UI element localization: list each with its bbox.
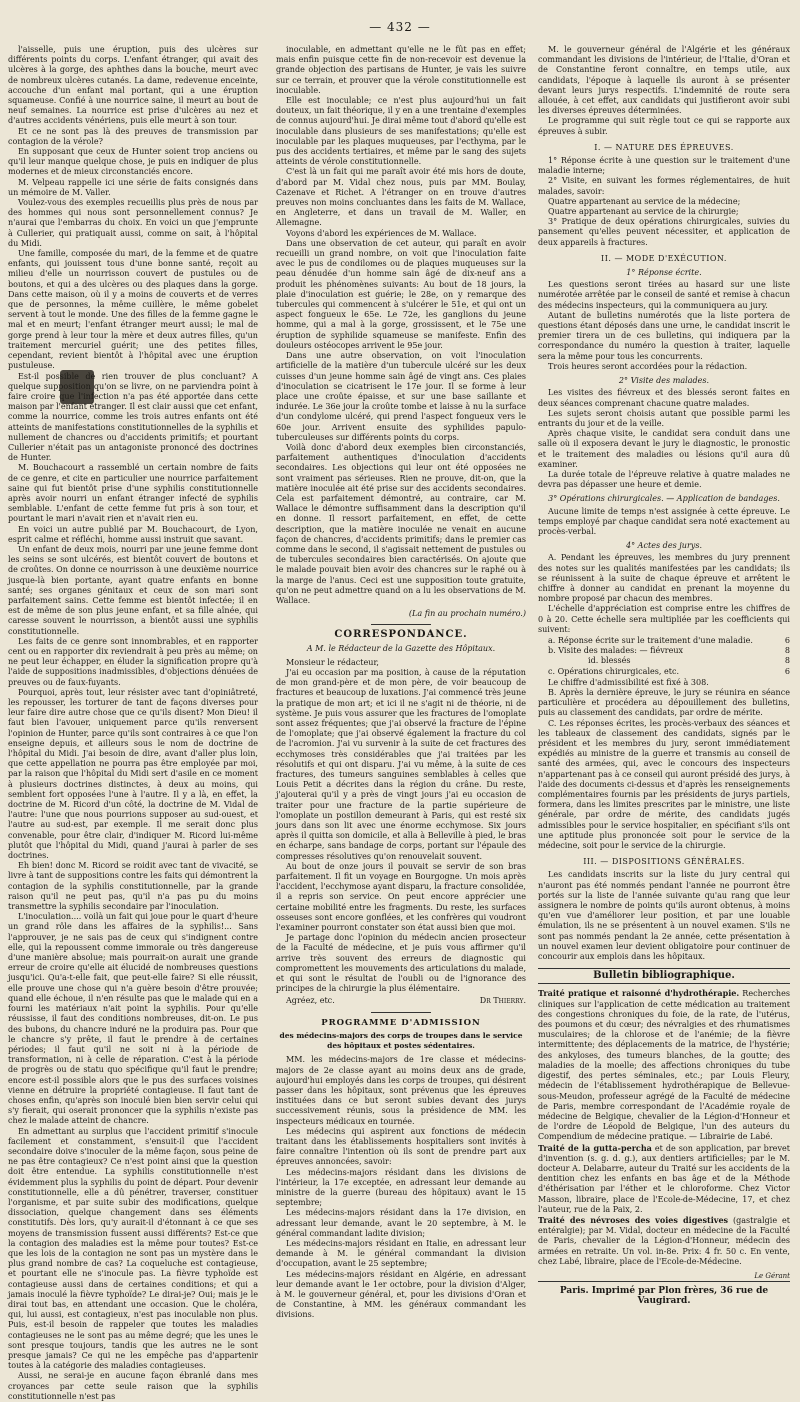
- paragraph: Et ce ne sont pas là des preuves de transmission par contagion de la vérole?: [8, 126, 258, 146]
- subsection-title: 1° Réponse écrite.: [626, 268, 702, 278]
- paragraph: C'est là un fait qui me paraît avoir été mis hors de doute, d'abord par M. Vidal chez nous, puis par MM. Boulay, Cazenave et Richet. A l'étranger on en trouve d'autres preuves non moins concluantes dans les faits de M. Wallace, en Angleterre, et dans un travail de M. Waller, en Allemagne.: [276, 167, 526, 228]
- paragraph: Voyons d'abord les expériences de M. Wallace.: [286, 228, 477, 238]
- programme-heading: PROGRAMME D'ADMISSION: [321, 1017, 481, 1028]
- coefficient-row: [548, 636, 790, 646]
- entry-text: et de son application, par brevet d'invention (s. g. d. g.), aux dentiers artificielles; par le M. docteur A. Delabarre, auteur du Traité sur les accidents de la dentition chez les enfants en bas âge et de la Méthode d'éthérisation par l'éther et le chloroforme. Chez Victor Masson, libraire, place de l'Ecole-de-Médecine, 17, et chez l'auteur, rue de la Paix, 2.: [538, 1143, 790, 1214]
- coefficient-row: [548, 646, 790, 656]
- paragraph: Un enfant de deux mois, nourri par une jeune femme dont les seins se sont ulcérés, est bientôt couvert de boutons et de croûtes. On donne ce nourrisson à une deuxième nourrice jusque-là bien portante, ayant quatre enfants en bonne santé; ses organes génitaux et ceux de son mari sont parfaitement sains. Cette femme est bientôt infectée; il en est de même de son plus jeune enfant, et sa fille aînée, qui caresse souvent le nourrisson, a bientôt aussi une syphilis constitutionnelle.: [8, 544, 258, 636]
- closing: Agréez, etc.: [286, 996, 335, 1006]
- coefficient-label: id. blessés: [588, 656, 631, 666]
- paragraph: Les visites des fiévreux et des blessés seront faites en deux séances comprenant chacune quatre malades.: [538, 388, 790, 408]
- signature: Dr Thierry.: [479, 996, 526, 1006]
- coefficient-row: [548, 656, 790, 666]
- paragraph: MM. les médecins-majors de 1re classe et médecins-majors de 2e classe ayant au moins deux ans de grade, aujourd'hui employés dans les corps de troupes, qui désirent passer dans les hôpitaux, sont prévenus que les épreuves instituées dans ce but seront subies devant des jurys successivement réunis, sous la présidence de MM. les inspecteurs médicaux en tournée.: [276, 1055, 526, 1126]
- paragraph: B. Après la dernière épreuve, le jury se réunira en séance particulière et procédera au dépouillement des bulletins, puis au classement des candidats, par ordre de mérite.: [538, 687, 790, 718]
- section-title-3: III. — DISPOSITIONS GÉNÉRALES.: [583, 857, 745, 867]
- paragraph: Eh bien! donc M. Ricord se roidit avec tant de vivacité, se livre à tant de suppositions contre les faits qui démontrent la contagion de la syphilis constitutionnelle, par la grande raison qu'il ne peut pas, qu'il n'a pas pu du moins transmettre la syphilis secondaire par l'inoculation.: [8, 861, 258, 912]
- subsection-title: 2° Visite des malades.: [618, 376, 710, 386]
- paragraph: Les médecins-majors résidant en Italie, en adressant leur demande à M. le général commandant la division d'occupation, avant le 25 septembre;: [276, 1238, 526, 1269]
- entry-title: Traité des névroses des voies digestives: [538, 1214, 729, 1225]
- paragraph: Après chaque visite, le candidat sera conduit dans une salle où il exposera devant le jury le diagnostic, le pronostic et le traitement des maladies ou lésions qu'il aura dû examiner.: [538, 429, 790, 469]
- paragraph: Pourquoi, après tout, leur résister avec tant d'opiniâtreté, les repousser, les torturer de tant de façons diverses pour leur faire dire autre chose que ce qu'ils disent? Mon Dieu! il faut bien l'avouer, uniquement parce qu'ils renversent l'opinion de Hunter, parce qu'ils sont contraires à ce que l'on enseigne depuis, et ailleurs sous le nom de doctrine de l'hôpital du Midi. J'ai besoin de dire, avant d'aller plus loin, que cette appellation ne pourra pas être employée par moi, par la raison que l'hôpital du Midi sert d'asile en ce moment à plusieurs doctrines distinctes, à deux au moins, qui semblent fort opposées l'une à l'autre. Il y a là, en effet, la doctrine de M. Ricord d'un côté, la doctrine de M. Vidal de l'autre: l'une que nous pourrions supposer au sud-ouest, et l'autre au sud-est, par exemple. Il me serait donc plus convenable, pour être clair, d'indiquer M. Ricord lui-même plutôt que l'hôpital du Midi, quand j'aurai à parler de ses doctrines.: [8, 687, 258, 861]
- paragraph: Voulez-vous des exemples recueillis plus près de nous par des hommes qui nous sont personnellement connus? Je n'aurai que l'embarras du choix. En voici un que j'emprunte à Cullerier, qui pratiquait aussi, comme on sait, à l'hôpital du Midi.: [8, 198, 258, 248]
- paragraph: Autant de bulletins numérotés que la liste portera de questions étant déposés dans une urne, le candidat inscrit le premier tirera un de ces bulletins, qui indiquera par la correspondance du numéro la question à traiter, laquelle sera la même pour tous les concurrents.: [538, 310, 790, 361]
- paragraph: Elle est inoculable; ce n'est plus aujourd'hui un fait douteux, un fait théorique, il y en a une trentaine d'exemples de connus aujourd'hui. Je dirai même tout d'abord qu'elle est inoculable dans plusieurs de ses manifestations; qu'elle est inoculable par les plaques muqueuses, par l'ecthyma, par le pus des accidents tertiaires, et même par le sang des sujets atteints de vérole constitutionnelle.: [276, 96, 526, 167]
- column-2: [276, 45, 526, 1320]
- paragraph: A. Pendant les épreuves, les membres du jury prennent des notes sur les qualités manifestées par les candidats; ils se réunissent à la suite de chaque épreuve et arrêtent le chiffre à donner au candidat en prenant la moyenne du nombre proposé par chacun des membres.: [538, 553, 790, 604]
- paragraph: Le programme qui suit règle tout ce qui se rapporte aux épreuves à subir.: [538, 116, 790, 136]
- bibliography-entry: [538, 988, 790, 1142]
- paragraph: inoculable, en admettant qu'elle ne le fût pas en effet; mais enfin puisque cette fin de non-recevoir est devenue la grande objection des partisans de Hunter, je vais les suivre sur ce terrain, et prouver que la vérole constitutionnelle est inoculable.: [276, 45, 526, 95]
- continuation-note: (La fin au prochain numéro.): [408, 609, 526, 619]
- column-3: [538, 45, 790, 1307]
- paragraph: M. Bouchacourt a rassemblé un certain nombre de faits de ce genre, et cite en particulier une nourrice parfaitement saine qui fut bientôt prise d'une syphilis constitutionnelle après avoir nourri un enfant étranger infecté de syphilis semblable. L'enfant de cette femme fut pris à son tour, et pourtant le mari n'avait rien et n'avait rien eu.: [8, 463, 258, 524]
- paragraph: Dans une autre observation, on voit l'inoculation artificielle de la matière d'un tubercule ulcéré sur les deux cuisses d'un jeune homme sain âgé de vingt ans. Ces plaies d'inoculation se cicatrisent le 17e jour. Il se forme à leur place une croûte épaisse, et sur une base saillante et indurée. Le 36e jour la croûte tombe et laisse à nu la surface d'un condylome ulcéré, qui prend l'aspect fongueux vers le 60e jour. Arrivent ensuite des syphilides papulo-tuberculeuses sur différents points du corps.: [276, 351, 526, 442]
- correspondance-heading: CORRESPONDANCE.: [334, 629, 468, 641]
- section-title-1: I. — NATURE DES ÉPREUVES.: [594, 142, 734, 152]
- paragraph: Le chiffre d'admissibilité est fixé à 308.: [548, 677, 709, 687]
- paragraph: Les faits de ce genre sont innombrables, et en rapporter cent ou en rapporter dix reviendrait à peu près au même; on ne peut leur échapper, en éluder la signification propre qu'à l'aide de suppositions inadmissibles, d'objections dénuées de preuves ou de faux-fuyants.: [8, 636, 258, 687]
- entry-text: (gastralgie et entéralgie); par M. Vidal, docteur en médecine de la Faculté de Paris, chevalier de la Légion-d'Honneur, médecin des armées en retraite. Un vol. in-8e. Prix: 4 fr. 50 c. En vente, chez Labé, libraire, place de l'Ecole-de-Médecine.: [538, 1215, 790, 1266]
- coefficient-value: 6: [784, 635, 790, 645]
- bulletin-heading: Bulletin bibliographique.: [538, 968, 790, 984]
- coefficient-label: b. Visite des malades: — fiévreux: [548, 646, 684, 656]
- paragraph: Je partage donc l'opinion du médecin ancien prosecteur de la Faculté de médecine, et je puis vous affirmer qu'il arrive très souvent des erreurs de diagnostic qui compromettent les mouvements des articulations du malade, et qui sont le résultat de l'oubli ou de l'ignorance des principes de la chirurgie la plus élémentaire.: [276, 933, 526, 994]
- list-item: 2° Visite, en suivant les formes réglementaires, de huit malades, savoir:: [538, 176, 790, 196]
- paragraph: En voici un autre publié par M. Bouchacourt, de Lyon, esprit calme et réfléchi, homme aussi instruit que savant.: [8, 524, 258, 544]
- page-number: — 432 —: [369, 20, 431, 34]
- entry-title: Traité de la gutta-percha: [538, 1142, 652, 1153]
- paragraph: Les questions seront tirées au hasard sur une liste numérotée arrêtée par le conseil de santé et remise à chacun des médecins inspecteurs, qui la communiquera au jury.: [538, 280, 790, 310]
- paragraph: Les médecins-majors résidant en Algérie, en adressant leur demande avant le 1er octobre, pour la division d'Alger, à M. le gouverneur général, et, pour les divisions d'Oran et de Constantine, à MM. les généraux commandant les divisions.: [276, 1269, 526, 1320]
- paragraph: Trois heures seront accordées pour la rédaction.: [548, 361, 748, 371]
- paragraph: Les médecins-majors résidant dans les divisions de l'intérieur, la 17e exceptée, en adressant leur demande au ministre de la guerre (bureau des hôpitaux) avant le 15 septembre;: [276, 1167, 526, 1208]
- imprint-label: Le Gérant: [754, 1271, 790, 1280]
- coefficient-value: 8: [784, 646, 790, 656]
- list-item: Quatre appartenant au service de la médecine;: [548, 196, 741, 206]
- subsection-title: 4° Actes des jurys.: [625, 541, 703, 551]
- paragraph: L'inoculation.... voilà un fait qui joue pour le quart d'heure un grand rôle dans les affaires de la syphilis!... Sans l'approuver, je ne sais pas de ceux qui s'indignent contre elle, qui la repoussent comme immorale ou très dangereuse d'une manière absolue; mais pourrait-on aurait une grande erreur de croire qu'elle ait élucidé de nombreuses questions jusqu'ici. Qu'a-t-elle fait, que peut-elle faire? Si elle réussit, elle prouve une chose qui n'a guère besoin d'être prouvée; quand elle échoue, il n'en résulte pas que le malade qui en a fourni les matériaux n'ait point la syphilis. Pour qu'elle réussisse, il faut des conditions nombreuses, dit-on. Le pus des bubons, du chancre induré ne la produira pas. Pour que le chancre s'y prête, il faut le prendre à de certaines périodes; il faut qu'il ne soit ni à la période de transformation, ni à celle de réparation. C'est à la période de progrès ou de statu quo spécifique qu'il faut le prendre; encore est-il possible alors que le pus des surfaces voisines vienne en détruire la propriété contagieuse. Il faut tant de choses enfin, qu'après son inoculé bien bien servir celui qui s'y fierait, qui oserait prononcer que la syphilis n'existe pas chez le malade atteint de chancre.: [8, 912, 258, 1126]
- coefficient-value: 6: [784, 666, 790, 676]
- paragraph: Une famille, composée du mari, de la femme et de quatre enfants, qui jouissent tous d'une bonne santé, reçoit au milieu d'elle un nourrisson couvert de pustules ou de boutons, et qui a des ulcères ou des plaques dans la gorge. Dans cette maison, où il y a moins de couverts et de verres que de personnes, la même cuillère, le même gobelet servent à tout le monde. Une des filles de la femme gagne le mal et en meurt; l'enfant étranger meurt aussi; le mal de gorge prend à leur tour la mère et deux autres filles, qu'un traitement mercuriel guérit; une des petites filles, cependant, revient bientôt à l'hôpital avec une éruption pustuleuse.: [8, 249, 258, 371]
- paragraph: Dans une observation de cet auteur, qui paraît en avoir recueilli un grand nombre, on voit que l'inoculation faite avec le pus de condilomes ou de plaques muqueuses sur la peau dénudée d'un homme sain âgé de dix-neuf ans a produit les phénomènes suivants: Au bout de 18 jours, la plaie d'inoculation est guérie; le 28e, on y remarque des tubercules qui commencent à s'ulcérer le 51e, et qui ont un aspect fongueux le 65e. Le 72e, les ganglions du jeune homme, qui a mal à la gorge, grossissent, et le 75e une éruption de syphilide squameuse se manifeste. Enfin des douleurs ostéocopes arrivent le 95e jour.: [276, 238, 526, 350]
- paragraph: Les candidats inscrits sur la liste du jury central qui n'auront pas été nommés pendant l'année ne pourront être portés sur la liste de l'année suivante qu'au rang que leur assignera le nombre de points qu'ils auront obtenus, à moins qu'en vue d'améliorer leur position, et par une louable émulation, ils ne se présentent à un nouvel examen. S'ils ne sont pas nommés pendant la 2e année, cette présentation à un nouvel examen leur devient obligatoire pour continuer de concourir aux emplois dans les hôpitaux.: [538, 870, 790, 962]
- coefficient-label: c. Opérations chirurgicales, etc.: [548, 666, 680, 676]
- coefficient-label: a. Réponse écrite sur le traitement d'une maladie.: [548, 635, 753, 645]
- section-title-2: II. — MODE D'EXÉCUTION.: [601, 253, 727, 263]
- divider: [371, 1012, 431, 1013]
- letter-salutation: Monsieur le rédacteur,: [286, 657, 379, 667]
- imprint: Paris. Imprimé par Plon frères, 36 rue de Vaugirard.: [538, 1281, 790, 1306]
- paragraph: M. Velpeau rappelle ici une série de faits consignés dans un mémoire de M. Valler.: [8, 177, 258, 197]
- paragraph: La durée totale de l'épreuve relative à quatre malades ne devra pas dépasser une heure et demie.: [538, 469, 790, 490]
- paragraph: Les médecins qui aspirent aux fonctions de médecin traitant dans les établissements hospitaliers sont invités à faire connaître l'intention où ils sont de prendre part aux épreuves annoncées, savoir:: [276, 1126, 526, 1167]
- paragraph: En supposant que ceux de Hunter soient trop anciens ou qu'il leur manque quelque chose, je puis en indiquer de plus modernes et de mieux circonstanciés encore.: [8, 147, 258, 177]
- paragraph: L'échelle d'appréciation est comprise entre les chiffres de 0 à 20. Cette échelle sera multipliée par les coefficients qui suivent:: [538, 604, 790, 634]
- paragraph: M. le gouverneur général de l'Algérie et les généraux commandant les divisions de l'intérieur, de l'Italie, d'Oran et de Constantine feront connaître, en temps utile, aux candidats, l'époque à laquelle ils auront à se présenter devant leurs jurys respectifs. L'indemnité de route sera allouée, à cet effet, aux candidats qui justifieront avoir subi les diverses épreuves déterminées.: [538, 45, 790, 116]
- letter-signature: [286, 996, 526, 1006]
- entry-text: Recherches cliniques sur l'application de cette médication au traitement des congestions chroniques du foie, de la rate, de l'utérus, des poumons et du cœur; des névralgies et des rhumatismes musculaires; de la chlorose et de l'anémie; de la fièvre intermittente; des déplacements de la matrice, de l'hystérie; des ankyloses, des tumeurs blanches, de la goutte; des maladies de la moelle; des affections chroniques du tube digestif, des pertes séminales, etc.; par Louis Fleury, médecin de l'établissement hydrothérapique de Bellevue-sous-Meudon, professeur agrégé de la Faculté de médecine de Paris, membre correspondant de l'Académie royale de médecine de Belgique, chevalier de la Légion-d'Honneur et de l'ordre de Léopold de Belgique, l'un des auteurs du Compendium de médecine pratique. — Librairie de Labé.: [538, 989, 790, 1142]
- paragraph: Les médecins-majors résidant dans la 17e division, en adressant leur demande, avant le 20 septembre, à M. le général commandant ladite division;: [276, 1208, 526, 1238]
- bibliography-entry: [538, 1215, 790, 1267]
- correspondance-subheading: A M. le Rédacteur de la Gazette des Hôpitaux.: [306, 643, 496, 653]
- list-item: 1° Réponse écrite à une question sur le traitement d'une maladie interne;: [538, 156, 790, 176]
- subsection-title: 3° Opérations chirurgicales. — Application de bandages.: [548, 494, 780, 504]
- paragraph: Aucune limite de temps n'est assignée à cette épreuve. Le temps employé par chaque candidat sera noté exactement au procès-verbal.: [538, 506, 790, 536]
- paragraph: Voilà donc d'abord deux exemples bien circonstanciés, parfaitement authentiques d'inoculation d'accidents secondaires. Les objections qui leur ont été opposées ne sont vraiment pas sérieuses. Rien ne prouve, dit-on, que la matière inoculée ait été prise sur des accidents secondaires. Cela est parfaitement démontré, au contraire, car M. Wallace le démontre suffisamment dans la description qu'il en donne. Il ressort parfaitement, en effet, de cette description, que la matière inoculée ne venait en aucune façon de chancres, d'accidents primitifs; dans le premier cas comme dans le second, il s'agissait nettement de pustules ou de tubercules secondaires bien caractérisés. On ajoute que le malade pouvait bien avoir des chancres sur le raphé ou à la marge de l'anus. Ceci est une supposition toute gratuite, qu'on ne peut admettre quand on a lu les observations de M. Wallace.: [276, 442, 526, 605]
- coefficient-row: [548, 667, 790, 677]
- paragraph: En admettant au surplus que l'accident primitif s'inocule facilement et constamment, s'ensuit-il que l'accident secondaire doive s'inoculer de la même façon, sous peine de ne pas être contagieux? Ce n'est point ainsi que la question doit être entendue. La syphilis constitutionnelle n'est évidemment plus la syphilis du point de départ. Pour devenir constitutionnelle, elle a dû pénétrer, traverser, constituer l'organisme, et par suite subir des modifications, quelque dissociation, quelque changement dans ses éléments constitutifs. Dès lors, qu'y aurait-il d'étonnant à ce que ses moyens de transmission fussent aussi différents? Est-ce que la contagion des maladies est la même pour toutes? Est-ce que les lois de la contagion ne sont pas un mystère dans le plus grand nombre de cas? La coqueluche est contagieuse, et pourtant elle ne s'inocule pas. La fièvre typhoïde est contagieuse aussi dans de certaines conditions; et qui a jamais inoculé la fièvre typhoïde? Le dirai-je? Oui; mais je le dirai tout bas, en attendant une occasion. Que le choléra, qui, lui aussi, est contagieux, n'est pas inoculable non plus. Puis, est-il besoin de rappeler que toutes les maladies contagieuses ne le sont pas au même degré; que les unes le sont presque toujours, tandis que les autres ne le sont presque jamais? Ce qui ne les empêche pas d'appartenir toutes à la catégorie des maladies contagieuses.: [8, 1126, 258, 1371]
- list-item: 3° Pratique de deux opérations chirurgicales, suivies du pansement qu'elles peuvent nécessiter, et application de deux appareils à fractures.: [538, 217, 790, 247]
- paragraph: Les sujets seront choisis autant que possible parmi les entrants du jour et de la veille.: [538, 408, 790, 428]
- entry-title: Traité pratique et raisonné d'hydrothérapie.: [538, 988, 740, 999]
- coefficient-value: 8: [784, 656, 790, 666]
- column-1: [8, 45, 258, 1401]
- list-item: Quatre appartenant au service de la chirurgie;: [548, 207, 739, 217]
- paragraph: Au bout de onze jours il pouvait se servir de son bras parfaitement. Il fit un voyage en Bourgogne. Un mois après l'accident, l'ecchymose ayant disparu, la fracture consolidée, il a repris son service. On peut encore apprécier une certaine mobilité entre les fragments. Du reste, les surfaces osseuses sont encore gonflées, et les confrères qui voudront l'examiner pourront constater son état aussi bien que moi.: [276, 861, 526, 933]
- paragraph: J'ai eu occasion par ma position, à cause de la réputation de mon grand-père et de mon père, de voir beaucoup de fractures et beaucoup de luxations. J'ai commencé très jeune la pratique de mon art; et ici il ne s'agit ni de théorie, ni de système. Je puis vous assurer que les fractures de l'omoplate sont assez fréquentes; que j'ai observé la fracture de l'épine de l'omoplate; que j'ai observé également la fracture du col de l'acromion. J'ai vu survenir à la suite de cet fractures des ecchymoses très considérables que j'ai traitées par les résolutifs et qui ont disparu. J'ai vu même, à la suite de ces fractures, des tumeurs sanguines semblables à celles que Louis Petit a décrites dans la région du crâne. Du reste, j'ajouterai qu'il y a près de vingt jours j'ai eu occasion de traiter pour une fracture de la partie supérieure de l'omoplate un postillon demeurant à Paris, qui est resté six jours dans son lit avec une énorme ecchymose. Six jours après il quitta son domicile, et alla à Belleville à pied, le bras en écharpe, sans bandage de corps, portant sur l'épaule des compresses résolutives qu'on renouvelait souvent.: [276, 667, 526, 861]
- programme-subheading: des médecins-majors des corps de troupes dans le service des hôpitaux et postes sédentaires.: [279, 1030, 523, 1051]
- paragraph: C. Les réponses écrites, les procès-verbaux des séances et les tableaux de classement des candidats, signés par le président et les membres du jury, seront immédiatement expédiés au ministre de la guerre et transmis au conseil de santé des armées, qui, avec le concours des inspecteurs n'appartenant pas à ce conseil qui auront présidé des jurys, à l'aide des documents ci-dessus et d'après les renseignements complémentaires fournis par les présidents de jurys partiels, formera, dans les limites prescrites par le ministre, une liste générale, par ordre de mérite, des candidats jugés admissibles pour le service hospitalier, en spécifiant s'ils ont une aptitude plus prononcée soit pour le service de la médecine, soit pour le service de la chirurgie.: [538, 718, 790, 851]
- paragraph: l'aisselle, puis une éruption, puis des ulcères sur différents points du corps. L'enfant étranger, qui avait des ulcères à la gorge, des aphthes dans la bouche, meurt avec de nombreux ulcères cutanés. La dame, redevenue enceinte, accouche d'un enfant mal portant, qui a une éruption squameuse. Confié à une nourrice saine, il meurt au bout de neuf semaines. La nourrice est prise d'ulcères au nez et d'autres accidents vénériens, puis elle meurt à son tour.: [8, 45, 258, 126]
- paragraph: Aussi, ne serai-je en aucune façon ébranlé dans mes croyances par cette seule raison que la syphilis constitutionnelle n'est pas: [8, 1371, 258, 1401]
- paragraph: Est-il possible de rien trouver de plus concluant? A quelque supposition qu'on se livre, on ne parviendra point à faire croire que l'infection n'a pas été apportée dans cette maison par l'enfant étranger. Il est clair aussi que cet enfant, comme la nourrice, comme les trois autres enfants ont été atteints de manifestations constitutionnelles de la syphilis et nullement de chancres ou d'accidents primitifs; et pourtant Cullerier n'était pas un antagoniste prononcé des doctrines de Hunter.: [8, 371, 258, 463]
- coefficient-table: [548, 636, 790, 677]
- bibliography-entry: [538, 1143, 790, 1215]
- divider: [371, 624, 431, 625]
